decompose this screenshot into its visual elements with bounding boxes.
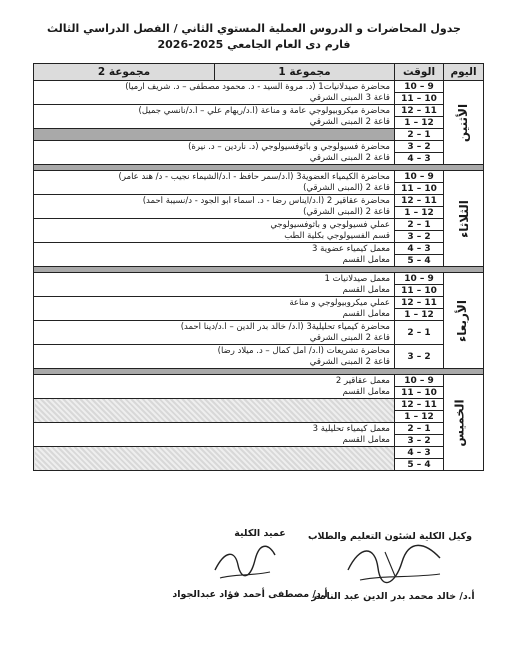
table-row — [34, 447, 484, 459]
empty-slot — [34, 447, 395, 471]
table-row — [34, 219, 484, 231]
time-cell: 12 – 1 — [395, 207, 444, 219]
wednesday-slot3: محاضرة كيمياء تحليلية3 (أ.د/ خالد بدر الدين – أ.د/دينا أحمد) قاعة 2 المبنى الشرقي — [34, 321, 395, 345]
thursday-slot2: معمل كيمياء تحليلية 3 معامل القسم — [34, 423, 395, 447]
time-cell: 10 – 11 — [395, 183, 444, 195]
table-row — [34, 243, 484, 255]
time-cell: 10 – 11 — [395, 387, 444, 399]
time-cell: 11 – 12 — [395, 195, 444, 207]
time-cell: 12 – 1 — [395, 117, 444, 129]
vice-dean-signature-icon — [340, 540, 450, 588]
table-row — [34, 423, 484, 435]
header-group2: مجموعة 2 — [34, 64, 215, 81]
document-subtitle: فارم دى العام الجامعي 2025-2026 — [157, 38, 351, 51]
time-cell: 3 – 4 — [395, 447, 444, 459]
table-row — [34, 273, 484, 285]
table-row — [34, 105, 484, 117]
time-cell: 10 – 11 — [395, 285, 444, 297]
time-cell: 9 – 10 — [395, 273, 444, 285]
empty-slot — [34, 399, 395, 423]
tuesday-slot3: عملي فسيولوجي و باثوفسيولوجي قسم الفسيولوجي بكلية الطب — [34, 219, 395, 243]
time-cell: 2 – 3 — [395, 141, 444, 153]
time-cell: 3 – 4 — [395, 153, 444, 165]
time-cell: 9 – 10 — [395, 81, 444, 93]
header-group1: مجموعة 1 — [215, 64, 395, 81]
time-cell: 10 – 11 — [395, 93, 444, 105]
dean-title: عميد الكلية — [234, 528, 286, 539]
time-cell: 12 – 1 — [395, 309, 444, 321]
time-cell: 1 – 2 — [395, 321, 444, 345]
time-cell: 11 – 12 — [395, 105, 444, 117]
time-cell: 4 – 5 — [395, 459, 444, 471]
time-cell: 9 – 10 — [395, 375, 444, 387]
document-title: جدول المحاضرات و الدروس العملية المستوي الثاني / الفصل الدراسي الثالث — [47, 22, 461, 35]
day-thursday: الخميس — [444, 375, 484, 471]
vice-dean-title: وكيل الكلية لشئون التعليم والطلاب — [307, 531, 473, 542]
monday-slot3: محاضرة فسيولوجي و باثوفسيولوجي (د. ناردين – د. نيرة) قاعة 2 المبنى الشرقي — [34, 141, 395, 165]
time-cell: 12 – 1 — [395, 411, 444, 423]
wednesday-slot1: معمل صيدلانيات 1 معامل القسم — [34, 273, 395, 297]
table-row — [34, 345, 484, 369]
tuesday-slot2: محاضرة عقاقير 2 (أ.د/ايناس رضا - د. أسماء أبو الجود - د/نسيبة أحمد) قاعة 2 (المبنى الشرقي) — [34, 195, 395, 219]
wednesday-slot2: عملي ميكروبيولوجي و مناعة معامل القسم — [34, 297, 395, 321]
header-day: اليوم — [444, 64, 484, 81]
table-row — [34, 195, 484, 207]
table-row — [34, 129, 484, 141]
time-cell: 2 – 3 — [395, 345, 444, 369]
table-header-row — [34, 64, 484, 81]
time-cell: 11 – 12 — [395, 297, 444, 309]
time-cell: 11 – 12 — [395, 399, 444, 411]
day-monday: الأثنين — [444, 81, 484, 165]
document-header — [0, 22, 508, 52]
time-cell: 2 – 3 — [395, 231, 444, 243]
dean-signature-icon — [210, 540, 280, 585]
table-row — [34, 297, 484, 309]
tuesday-slot1: محاضرة الكيمياء العضوية3 (أ.د/سمر حافظ - أ.د/الشيماء نجيب - د/ هند عامر) قاعة 2 (المبنى الشرقي) — [34, 171, 395, 195]
wednesday-slot4: محاضرة تشريعات (أ.د/ أمل كمال – د. ميلاد رضا) قاعة 2 المبنى الشرقي — [34, 345, 395, 369]
time-cell: 1 – 2 — [395, 129, 444, 141]
table-row — [34, 321, 484, 345]
break-cell — [34, 129, 395, 141]
thursday-slot1: معمل عقاقير 2 معامل القسم — [34, 375, 395, 399]
monday-slot2: محاضرة ميكروبيولوجي عامة و مناعة (أ.د/ريهام علي – أ.د/نانسي جميل) قاعة 2 المبنى الشرقي — [34, 105, 395, 129]
time-cell: 9 – 10 — [395, 171, 444, 183]
time-cell: 1 – 2 — [395, 219, 444, 231]
table-row — [34, 81, 484, 93]
table-row — [34, 399, 484, 411]
table-row — [34, 171, 484, 183]
time-cell: 1 – 2 — [395, 423, 444, 435]
table-row — [34, 141, 484, 153]
day-wednesday: الأربعاء — [444, 273, 484, 369]
tuesday-slot4: معمل كيمياء عضوية 3 معامل القسم — [34, 243, 395, 267]
header-time: الوقت — [395, 64, 444, 81]
monday-slot1: محاضرة صيدلانيات1 (د. مروة السيد - د. محمود مصطفى – د. شريف ارميا) قاعة 3 المبنى الشرقي — [34, 81, 395, 105]
time-cell: 3 – 4 — [395, 243, 444, 255]
day-tuesday: الثلاثاء — [444, 171, 484, 267]
time-cell: 4 – 5 — [395, 255, 444, 267]
vice-dean-name: أ.د/ خالد محمد بدر الدين عبد الناصر — [311, 591, 475, 602]
table-row — [34, 375, 484, 387]
schedule-table — [33, 63, 484, 471]
time-cell: 2 – 3 — [395, 435, 444, 447]
dean-name: أ.د/ مصطفى أحمد فؤاد عبدالجواد — [172, 589, 328, 600]
